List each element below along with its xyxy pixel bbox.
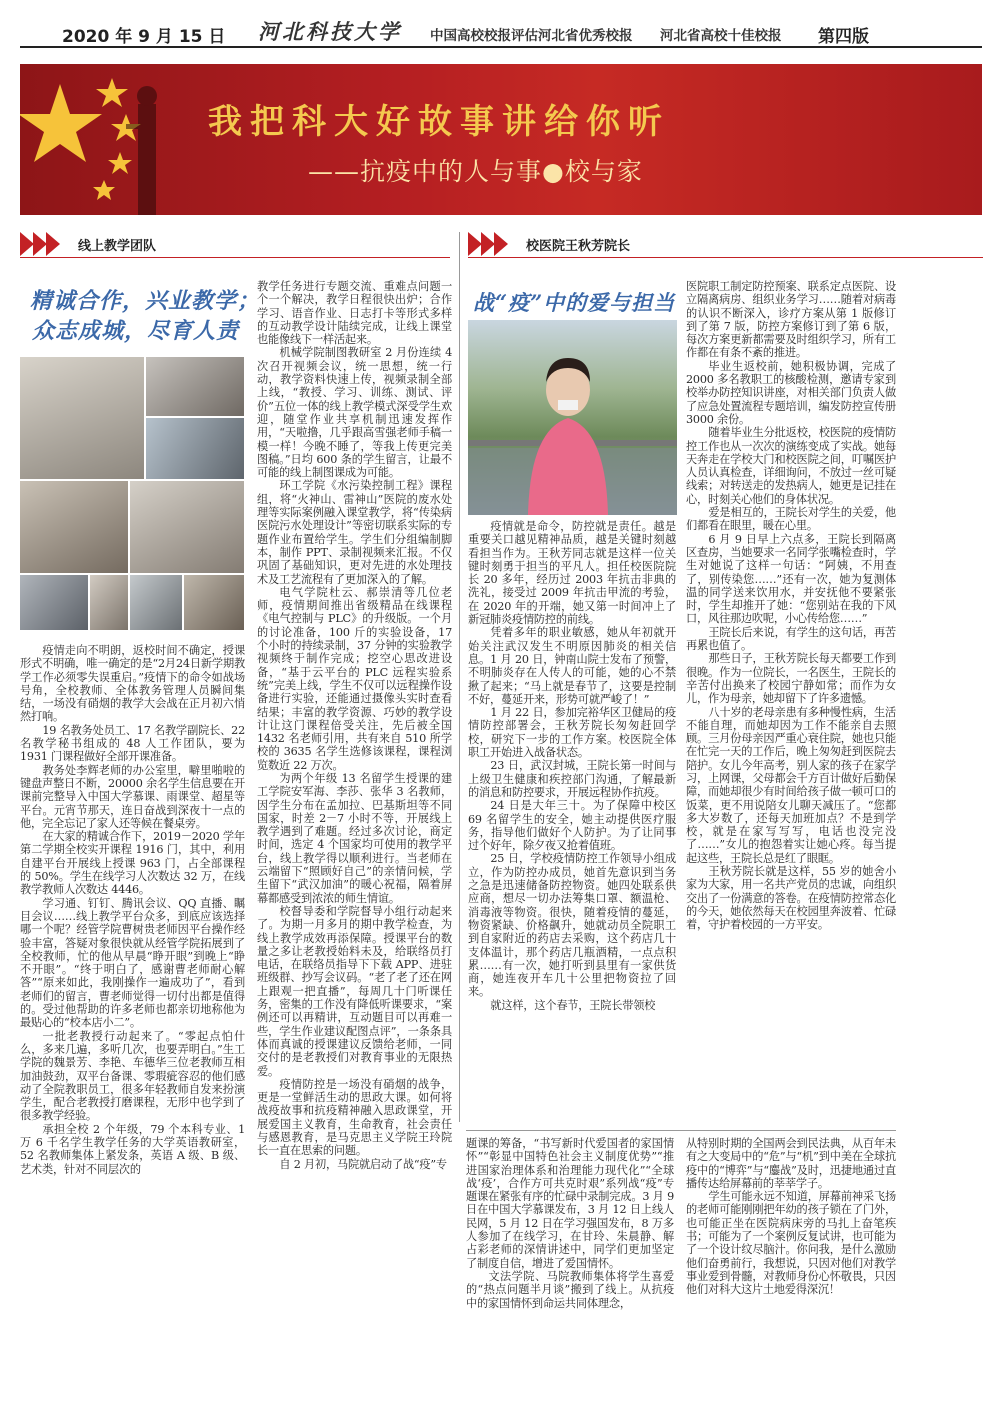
paragraph: 承担全校 2 个年级，79 个本科专业、1 万 6 千名学生教学任务的大学英语教研室，52 名教师集体上紧发条，英语 A 级、B 级、艺术类，针对不同层次的 [20, 1122, 245, 1176]
paragraph: 凭着多年的职业敏感，她从年初就开始关注武汉发生不明原因肺炎的相关信息。1 月 20 日，钟南山院士发布了预警，不明肺炎存在人传人的可能，她的心不禁揪了起来；“马上就是春节了，这要是控制不好，蔓延开来，形势可就严峻了！” [468, 626, 676, 706]
person-icon [468, 320, 677, 515]
honor-text-1: 中国高校校报评估河北省优秀校报 [430, 28, 633, 44]
paragraph: 在大家的精诚合作下，2019－2020 学年第二学期全校实开课程 1916 门，其中，利用自建平台开展线上授课 963 门，占全部课程的 50%。学生在线学习人次数达 32 万，在线教学教师人次数达 4446。 [20, 830, 245, 897]
paragraph: 教学任务进行专题交流、重难点问题一个一个解决，教学日程很快出炉；合作学习、语音作业、日志打卡等形式多样的互动教学设计陆续完成，让线上课堂也能像线下一样活起来。 [257, 280, 452, 347]
paragraph: 学习通、钉钉、腾讯会议、QQ 直播、瞩目会议……线上教学平台众多，到底应该选择哪一个呢？经管学院曹树贵老师因平台操作经验丰富，答疑对象很快就从经管学院拓展到了全校教师，忙的他从早晨“睁开眼”到晚上“睁不开眼”。“终于明白了，感谢曹老师耐心解答”“原来如此，我刚操作一遍成功了”，看到老师们的留言，曹老师觉得一切付出都是值得的。受过他帮助的许多老师也都亲切地称他为最贴心的“校本店小二”。 [20, 896, 245, 1030]
paragraph: 为两个年级 13 名留学生授课的建工学院安军海、李莎、张华 3 名教师，因学生分布在孟加拉、巴基斯坦等不同国家，时差 2－7 小时不等，开展线上教学遇到了难题。经过多次讨论，商定时间，选定 4 个国家均可使用的教学平台，线上教学得以顺利进行。当老师在云端留下“照顾好自己”的亲情问候，学生留下“武汉加油”的暖心祝福，隔着屏幕都感受到浓浓的师生情谊。 [257, 771, 452, 905]
article-title: 战“疫”中的爱与担当 [473, 290, 676, 315]
section-label: 线上教学团队 [78, 239, 157, 254]
section-rule [20, 257, 450, 258]
paragraph: 19 名教务处员工、17 名教学副院长、22 名教学秘书组成的 48 人工作团队，要为 1931 门课程做好全部开课准备。 [20, 723, 245, 764]
article-column-6 [686, 1137, 896, 1347]
article-column-1 [20, 644, 245, 1334]
article-column-4 [686, 280, 896, 1122]
banner-title: 我把科大好故事讲给你听 [208, 102, 670, 142]
section-head-left [20, 232, 450, 256]
paragraph: 疫情走向不明朗，返校时间不确定，授课形式不明确，唯一确定的是“2月24日新学期教学工作必须零失误重启。”疫情下的命令如战场号角，全校教师、全体教务管理人员瞬间集结，一场没有硝烟的教学大会战在正月初六悄然打响。 [20, 644, 245, 724]
paragraph: 环工学院《水污染控制工程》课程组，将“火神山、雷神山”医院的废水处理等实际案例融入课堂教学，将“传染病医院污水处理设计”等密切联系实际的专题作业布置给学生。学生们分组编制脚本，制作 PPT、录制视频来汇报。不仅巩固了基础知识，更对先进的水处理技术及工艺流程有了更加深入的了解。 [257, 479, 452, 586]
paragraph: 机械学院制图教研室 2 月份连续 4 次召开视频会议，统一思想，统一行动，教学资料快速上传，视频录制全部上线，“教授、学习、训练、测试、评价”五位一体的线上教学模式深受学生欢迎，随堂作业共享机制迅速发挥作用，“天啦撸，几乎跟高雪强老师手稿一模一样！今晚不睡了，等我上传更完美图稿。”日均 600 条的学生留言，让最不可能的线上制图课成为可能。 [257, 346, 452, 480]
paragraph: 题课的筹备，“书写新时代爱国者的家国情怀”“彰显中国特色社会主义制度优势”“推进国家治理体系和治理能力现代化”“全球战‘疫’，合作方可共克时艰”系列战“疫”专题课在紧张有序的忙碌中录制完成。3 月 9 日在中国大学慕课发布，3 月 12 日上线人民网，5 月 12 日在学习强国发布，8 万多人参加了在线学习，在甘玲、朱晨静、解占彩老师的深情讲述中，同学们更加坚定了制度自信，增进了爱国情怀。 [466, 1137, 674, 1270]
slogan-line: 众志成城，尽育人责 [32, 318, 240, 344]
paragraph: 自 2 月初，马院就启动了战“疫”专 [279, 1157, 447, 1171]
issue-date: 2020 年 9 月 15 日 [62, 27, 226, 47]
paragraph: 疫情就是命令，防控就是责任。越是重要关口越见精神品质，越是关键时刻越看担当作为。王秋芳同志就是这样一位关键时刻勇于担当的平凡人。担任校医院院长 20 多年，经历过 2003 年抗击非典的洗礼，接受过 2009 年抗击甲流的考验，在 2020 年的开端，她又第一时间冲上了新冠肺炎疫情防控的前线。 [468, 520, 676, 627]
paragraph: 那些日子，王秋芳院长每天都要工作到很晚。作为一位院长，一名医生，王院长的辛苦付出换来了校园宁静如常；而作为女儿，作为母亲，她却留下了许多遗憾。 [686, 652, 896, 706]
article-column-5 [466, 1137, 674, 1347]
paragraph: 1 月 22 日，参加完裕华区卫健局的疫情防控部署会，王秋芳院长匆匆赶回学校，研究下一步的工作方案。校医院全体职工开始进入战备状态。 [468, 706, 676, 760]
team-photo [90, 575, 128, 630]
masthead-logo: 河北科技大学 [258, 19, 402, 44]
paragraph: 毕业生返校前，她积极协调，完成了 2000 多名教职工的核酸检测，邀请专家到校举办防控知识讲座，对相关部门负责人做了应急处置流程专题培训，编发防控宣传册 3000 余份。 [686, 359, 896, 426]
feature-banner [20, 64, 982, 215]
paragraph: 一批老教授行动起来了。“零起点怕什么，多来几遍，多听几次，也要弄明白。”生工学院的魏景芳、李艳、车德华三位老教师互相加油鼓劲，双平台备课、零瑕疵容忍的他们感动了全院教职员工，很多年轻教师自发来扮演学生，配合老教授打磨课程，无形中也学到了很多教学经验。 [20, 1029, 245, 1123]
paragraph: 王院长后来说，有学生的这句话，再苦再累也值了。 [686, 625, 896, 653]
paragraph: 从特别时期的全国两会到民法典，从百年未有之大变局中的“危”与“机”到中美在全球抗疫中的“博弈”与“鏖战”及时，迅捷地通过直播传达给屏幕前的莘莘学子。 [686, 1137, 896, 1190]
paragraph: 电气学院杜云、郝崇清等几位老师，疫情期间推出省级精品在线课程《电气控制与 PLC》的升级版。一个月的讨论准备，100 斤的实验设备，17 个小时的持续录制，37 分钟的实验教学视频终于制作完成；挖空心思改进设备，“基于云平台的 PLC 远程实验系统”完美上线，学生不仅可以远程操作设备进行实验，还能通过摄像头实时查看结果；丰富的教学资源、巧妙的教学设计让这门课程倍受关注，先后被全国 1432 名老师引用，共有来自 510 所学校的 3635 名学生选修该课程，课程浏览数近 22 万次。 [257, 585, 452, 772]
team-photo [146, 357, 244, 416]
slogan [30, 286, 260, 346]
paragraph: 教务处李辉老师的办公室里，噼里啪啦的键盘声整日不断，20000 余名学生信息要在开课前完整导入中国大学慕课、雨课堂、超星等平台。元宵节那天，连日奋战到深夜十一点的他，完全忘记了家人还等候在餐桌旁。 [20, 763, 245, 830]
team-photo [184, 575, 244, 630]
section-label: 校医院王秋芳院长 [526, 239, 631, 254]
paragraph: 24 日是大年三十。为了保障中校区 69 名留学生的安全，她主动提供医疗服务，指导他们做好个人防护。为了让同事过个好年，除夕夜又抢着值班。 [468, 799, 676, 853]
article-column-3 [468, 520, 676, 1122]
paragraph: 王秋芳院长就是这样，55 岁的她舍小家为大家，用一名共产党员的忠诚，向组织交出了一份满意的答卷。在疫情防控常态化的今天，她依然每天在校园里奔波着、忙碌着，守护着校园的一方平安。 [686, 865, 896, 932]
banner-subtitle: ——抗疫中的人与事●校与家 [308, 157, 643, 186]
paragraph: 爱是相互的，王院长对学生的关爱，他们都看在眼里，暖在心里。 [686, 506, 896, 533]
paragraph: 文法学院、马院教师集体将学生喜爱的“热点问题半月谈”搬到了线上。从抗疫中的家国情怀到命运共同体理念， [466, 1269, 674, 1310]
paragraph: 医院职工制定防控预案、联系定点医院、设立隔离病房、组织业务学习……随着对病毒的认识不断深入，诊疗方案从第 1 版修订到了第 7 版，防控方案修订到了第 6 版，每次方案更新都需要及时组织学习，所有工作都在有条不紊的推进。 [686, 280, 896, 360]
team-photo [146, 418, 244, 479]
paragraph: 6 月 9 日早上六点多，王院长到隔离区查房，当她要求一名同学张嘴检查时，学生对她说了这样一句话：“阿姨，不用查了，别传染您……”还有一次，她为复测体温的同学送来饮用水，并安抚他不要紧张时，学生却推开了她：“您别站在我的下风口，风往那边吹呢，小心传给您……” [686, 532, 896, 626]
continuation-rule [466, 1130, 896, 1131]
team-photo [20, 357, 144, 479]
paragraph: 25 日，学校疫情防控工作领导小组成立，作为防控办成员，她首先意识到当务之急是迅速储备防控物资。她四处联系供应商，想尽一切办法筹集口罩、额温枪、消毒液等物资。很快，随着疫情的蔓延，物资紧缺、价格飙升，她就动员全院职工到自家附近的药店去采购，这个药店几十支体温计，那个药店几瓶酒精，一点点积累……有一次，她打听到县里有一家供货商，她连夜开车几十公里把物资拉了回来。 [468, 852, 676, 999]
article-column-2 [257, 280, 452, 1344]
section-head-right [468, 232, 983, 256]
paragraph: 校督导委和学院督导小组行动起来了。为期一月多月的期中教学检查，为线上教学成效再添保障。授课平台的数量之多让老教授始料未及，给联络员打电话，在联络员指导下下载 APP、进驻班级群、抄写会议码。“老了老了还在网上跟观一把直播”，每周几十门听课任务，密集的工作没有降低听课要求，“案例还可以再精讲，互动题目可以再难一些，学生作业建议配图点评”，一条条具体而真诚的授课建议反馈给老师，一同交付的是老教授们对教育事业的无限热爱。 [257, 904, 452, 1078]
honor-text-2: 河北省高校十佳校报 [660, 28, 782, 44]
team-photo [130, 575, 182, 630]
portrait-photo [468, 320, 677, 515]
column-divider [459, 232, 460, 1122]
section-rule [468, 257, 983, 258]
team-photo [130, 481, 244, 573]
paragraph: 学生可能永远不知道，屏幕前神采飞扬的老师可能刚刚把年幼的孩子锁在了门外，也可能正坐在医院病床旁的马扎上奋笔疾书；可能为了一个案例反复试讲，也可能为了一个设计纹尽脑汁。你问我，是什么激励他们奋勇前行，我想说，只因对他们对教学事业爱到骨髓，对教师身份心怀敬畏，只因他们对科大这片土地爱得深沉！ [686, 1190, 896, 1297]
slogan-line: 精诚合作，兴业教学； [30, 288, 261, 314]
paragraph: 随着毕业生分批返校，校医院的疫情防控工作也从一次次的演练变成了实战。她每天奔走在学校大门和校医院之间，叮嘱医护人员认真检查，详细询问，不放过一丝可疑线索；对转送走的发热病人，她更是记挂在心，时刻关心他们的身体状况。 [686, 426, 896, 506]
paragraph: 疫情防控是一场没有硝烟的战争，更是一堂鲜活生动的思政大课。如何将战疫故事和抗疫精神融入思政课堂，开展爱国主义教育，生命教育，社会责任与感恩教育，是马克思主义学院王玲院长一直在思索的问题。 [257, 1077, 452, 1158]
edition-label: 第四版 [818, 27, 869, 47]
paragraph: 八十岁的老母亲患有多种慢性病，生活不能自理，而她却因为工作不能亲自去照顾。三月份母亲因严重心衰住院，她也只能在忙完一天的工作后，晚上匆匆赶到医院去陪护。女儿今年高考，别人家的孩子在家学习，上网课，父母都会千方百计做好后勤保障，而她却很少有时间给孩子做一顿可口的饭菜，更不用说陪女儿聊天减压了。“您都多大岁数了，还每天加班加点？不是到学校，就是在家写写写，电话也没完没了……”女儿的抱怨着实让她心疼。每当提起这些，王院长总是红了眼眶。 [686, 705, 896, 865]
header-rule [20, 46, 982, 48]
paragraph: 就这样，这个春节，王院长带领校 [490, 998, 656, 1012]
stars-icon [20, 64, 200, 215]
team-photo [20, 575, 88, 630]
paragraph: 23 日，武汉封城，王院长第一时间与上级卫生健康和疾控部门沟通，了解最新的消息和防控要求，开展远程协作抗疫。 [468, 759, 676, 799]
team-photo [20, 481, 128, 573]
